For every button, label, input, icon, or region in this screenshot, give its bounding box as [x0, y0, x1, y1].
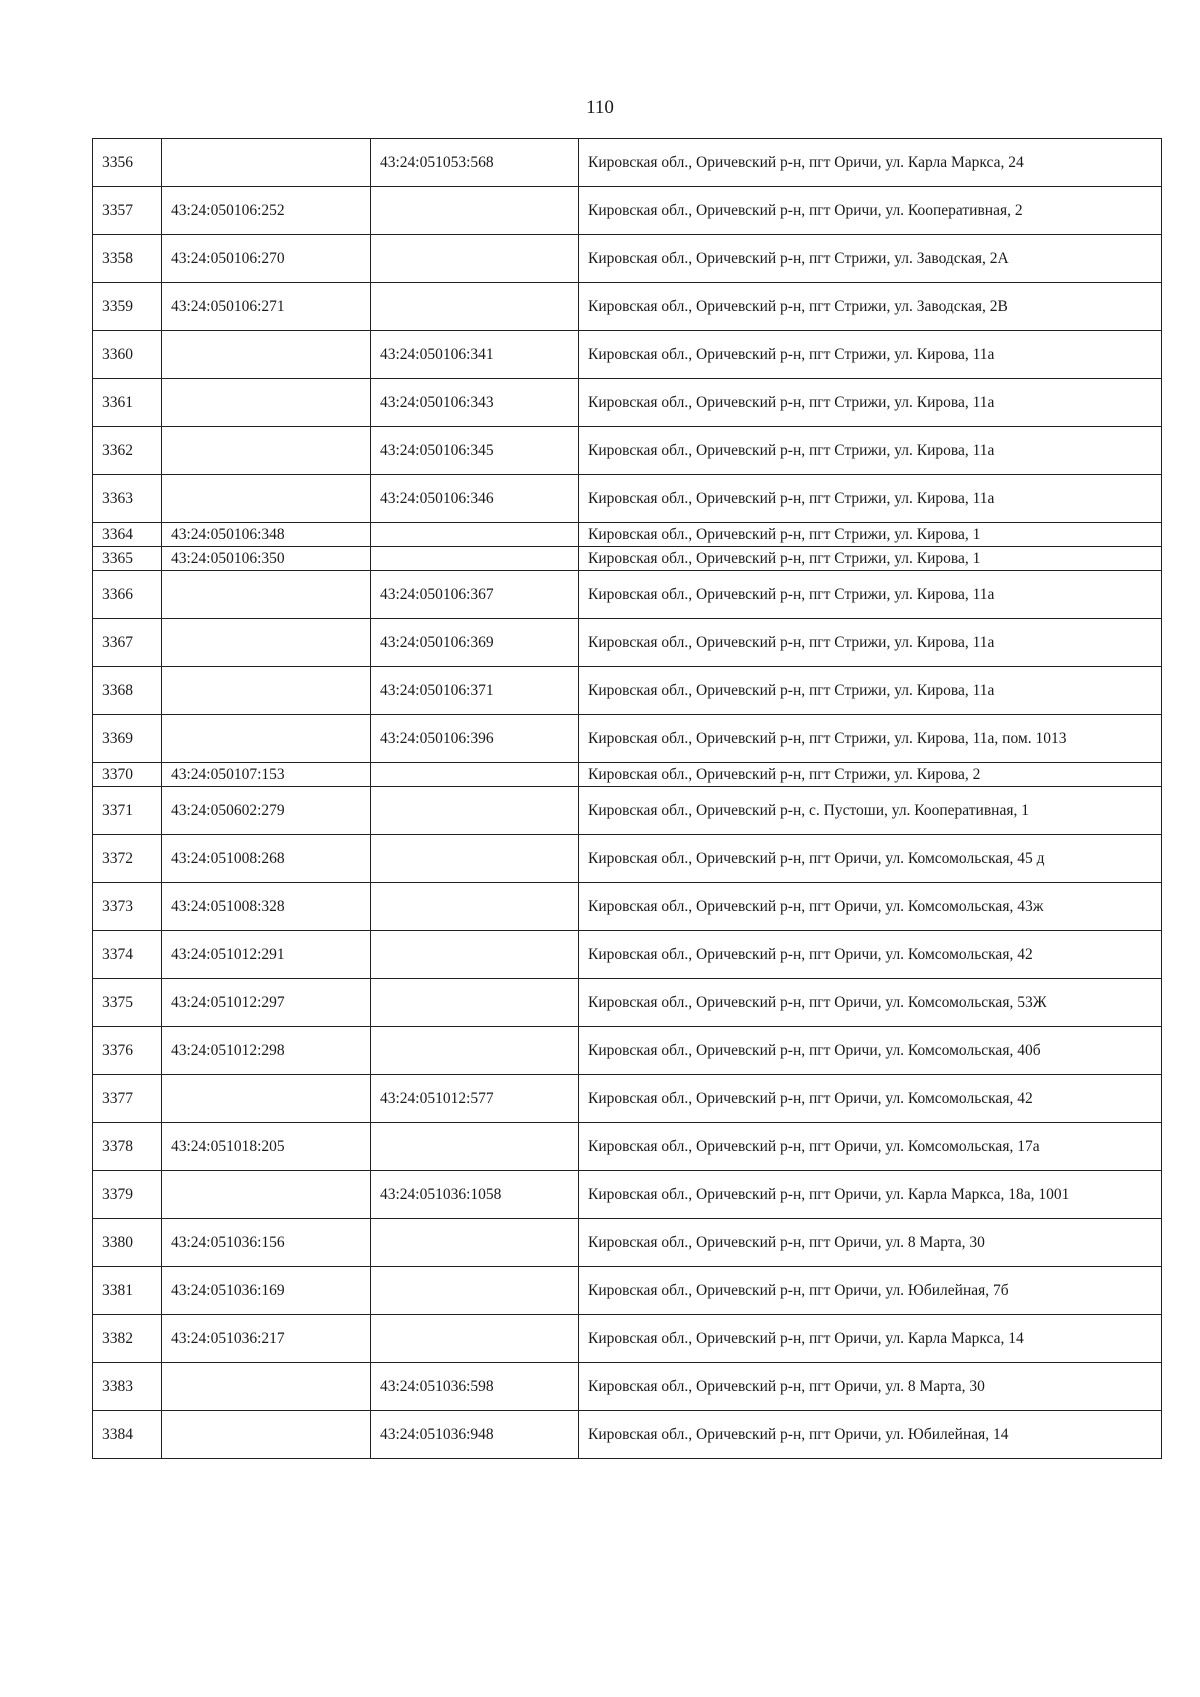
- row-number-cell: 3375: [93, 979, 162, 1027]
- row-number-cell: 3378: [93, 1123, 162, 1171]
- address-cell: Кировская обл., Оричевский р-н, пгт Стрижи, ул. Кирова, 1: [579, 547, 1162, 571]
- building-cadastral-number-cell: [371, 931, 579, 979]
- building-cadastral-number-cell: [371, 883, 579, 931]
- row-number-cell: 3366: [93, 571, 162, 619]
- land-cadastral-number-cell: 43:24:051012:297: [162, 979, 371, 1027]
- row-number-cell: 3382: [93, 1315, 162, 1363]
- land-cadastral-number-cell: [162, 715, 371, 763]
- land-cadastral-number-cell: 43:24:050106:270: [162, 235, 371, 283]
- land-cadastral-number-cell: [162, 1171, 371, 1219]
- land-cadastral-number-cell: 43:24:050106:271: [162, 283, 371, 331]
- table-row: [93, 331, 1162, 379]
- address-cell: Кировская обл., Оричевский р-н, пгт Стрижи, ул. Кирова, 11а: [579, 475, 1162, 523]
- row-number-cell: 3367: [93, 619, 162, 667]
- row-number-cell: 3360: [93, 331, 162, 379]
- table-row: [93, 1171, 1162, 1219]
- land-cadastral-number-cell: [162, 331, 371, 379]
- table-row: [93, 475, 1162, 523]
- building-cadastral-number-cell: [371, 979, 579, 1027]
- building-cadastral-number-cell: [371, 235, 579, 283]
- address-cell: Кировская обл., Оричевский р-н, пгт Оричи, ул. Юбилейная, 14: [579, 1411, 1162, 1459]
- building-cadastral-number-cell: 43:24:050106:367: [371, 571, 579, 619]
- land-cadastral-number-cell: [162, 379, 371, 427]
- table-row: [93, 547, 1162, 571]
- address-cell: Кировская обл., Оричевский р-н, пгт Оричи, ул. Комсомольская, 45 д: [579, 835, 1162, 883]
- address-cell: Кировская обл., Оричевский р-н, пгт Стрижи, ул. Кирова, 11а: [579, 619, 1162, 667]
- row-number-cell: 3381: [93, 1267, 162, 1315]
- row-number-cell: 3362: [93, 427, 162, 475]
- row-number-cell: 3376: [93, 1027, 162, 1075]
- address-cell: Кировская обл., Оричевский р-н, пгт Оричи, ул. 8 Марта, 30: [579, 1363, 1162, 1411]
- land-cadastral-number-cell: 43:24:050106:350: [162, 547, 371, 571]
- table-row: [93, 1075, 1162, 1123]
- address-cell: Кировская обл., Оричевский р-н, пгт Стрижи, ул. Кирова, 11а, пом. 1013: [579, 715, 1162, 763]
- land-cadastral-number-cell: 43:24:051012:291: [162, 931, 371, 979]
- land-cadastral-number-cell: 43:24:050602:279: [162, 787, 371, 835]
- row-number-cell: 3357: [93, 187, 162, 235]
- address-cell: Кировская обл., Оричевский р-н, пгт Стрижи, ул. Заводская, 2В: [579, 283, 1162, 331]
- table-row: [93, 1219, 1162, 1267]
- table-row: [93, 1123, 1162, 1171]
- table-row: [93, 1411, 1162, 1459]
- row-number-cell: 3383: [93, 1363, 162, 1411]
- building-cadastral-number-cell: [371, 523, 579, 547]
- row-number-cell: 3364: [93, 523, 162, 547]
- building-cadastral-number-cell: 43:24:051036:1058: [371, 1171, 579, 1219]
- building-cadastral-number-cell: [371, 1027, 579, 1075]
- table-row: [93, 763, 1162, 787]
- address-cell: Кировская обл., Оричевский р-н, пгт Оричи, ул. Комсомольская, 43ж: [579, 883, 1162, 931]
- land-cadastral-number-cell: 43:24:051036:156: [162, 1219, 371, 1267]
- registry-table-body: [93, 139, 1162, 1459]
- address-cell: Кировская обл., Оричевский р-н, пгт Оричи, ул. Комсомольская, 17а: [579, 1123, 1162, 1171]
- land-cadastral-number-cell: 43:24:050106:348: [162, 523, 371, 547]
- table-row: [93, 667, 1162, 715]
- land-cadastral-number-cell: [162, 619, 371, 667]
- building-cadastral-number-cell: 43:24:050106:371: [371, 667, 579, 715]
- building-cadastral-number-cell: [371, 787, 579, 835]
- land-cadastral-number-cell: [162, 427, 371, 475]
- building-cadastral-number-cell: [371, 1123, 579, 1171]
- row-number-cell: 3372: [93, 835, 162, 883]
- table-row: [93, 1267, 1162, 1315]
- table-row: [93, 427, 1162, 475]
- table-row: [93, 139, 1162, 187]
- building-cadastral-number-cell: 43:24:050106:345: [371, 427, 579, 475]
- land-cadastral-number-cell: 43:24:051012:298: [162, 1027, 371, 1075]
- address-cell: Кировская обл., Оричевский р-н, пгт Оричи, ул. Комсомольская, 53Ж: [579, 979, 1162, 1027]
- address-cell: Кировская обл., Оричевский р-н, пгт Стрижи, ул. Кирова, 1: [579, 523, 1162, 547]
- address-cell: Кировская обл., Оричевский р-н, пгт Оричи, ул. Кооперативная, 2: [579, 187, 1162, 235]
- table-row: [93, 187, 1162, 235]
- land-cadastral-number-cell: 43:24:050106:252: [162, 187, 371, 235]
- land-cadastral-number-cell: [162, 1411, 371, 1459]
- registry-table: [92, 138, 1162, 1459]
- building-cadastral-number-cell: [371, 187, 579, 235]
- row-number-cell: 3377: [93, 1075, 162, 1123]
- land-cadastral-number-cell: 43:24:051036:169: [162, 1267, 371, 1315]
- building-cadastral-number-cell: [371, 1267, 579, 1315]
- row-number-cell: 3359: [93, 283, 162, 331]
- table-row: [93, 931, 1162, 979]
- table-row: [93, 1315, 1162, 1363]
- row-number-cell: 3369: [93, 715, 162, 763]
- building-cadastral-number-cell: [371, 1219, 579, 1267]
- address-cell: Кировская обл., Оричевский р-н, пгт Стрижи, ул. Заводская, 2А: [579, 235, 1162, 283]
- table-row: [93, 883, 1162, 931]
- table-row: [93, 523, 1162, 547]
- building-cadastral-number-cell: [371, 1315, 579, 1363]
- page-number: 110: [586, 97, 614, 118]
- building-cadastral-number-cell: [371, 283, 579, 331]
- land-cadastral-number-cell: [162, 1075, 371, 1123]
- table-row: [93, 1363, 1162, 1411]
- building-cadastral-number-cell: 43:24:050106:343: [371, 379, 579, 427]
- land-cadastral-number-cell: 43:24:050107:153: [162, 763, 371, 787]
- table-row: [93, 1027, 1162, 1075]
- building-cadastral-number-cell: 43:24:050106:346: [371, 475, 579, 523]
- table-row: [93, 979, 1162, 1027]
- land-cadastral-number-cell: [162, 667, 371, 715]
- building-cadastral-number-cell: 43:24:050106:341: [371, 331, 579, 379]
- row-number-cell: 3370: [93, 763, 162, 787]
- address-cell: Кировская обл., Оричевский р-н, пгт Оричи, ул. Комсомольская, 42: [579, 1075, 1162, 1123]
- row-number-cell: 3365: [93, 547, 162, 571]
- building-cadastral-number-cell: 43:24:051012:577: [371, 1075, 579, 1123]
- building-cadastral-number-cell: [371, 835, 579, 883]
- address-cell: Кировская обл., Оричевский р-н, с. Пустоши, ул. Кооперативная, 1: [579, 787, 1162, 835]
- address-cell: Кировская обл., Оричевский р-н, пгт Оричи, ул. Комсомольская, 40б: [579, 1027, 1162, 1075]
- row-number-cell: 3371: [93, 787, 162, 835]
- address-cell: Кировская обл., Оричевский р-н, пгт Оричи, ул. Комсомольская, 42: [579, 931, 1162, 979]
- building-cadastral-number-cell: 43:24:050106:396: [371, 715, 579, 763]
- building-cadastral-number-cell: 43:24:051036:598: [371, 1363, 579, 1411]
- table-row: [93, 379, 1162, 427]
- row-number-cell: 3374: [93, 931, 162, 979]
- land-cadastral-number-cell: [162, 139, 371, 187]
- row-number-cell: 3368: [93, 667, 162, 715]
- address-cell: Кировская обл., Оричевский р-н, пгт Стрижи, ул. Кирова, 2: [579, 763, 1162, 787]
- table-row: [93, 571, 1162, 619]
- address-cell: Кировская обл., Оричевский р-н, пгт Стрижи, ул. Кирова, 11а: [579, 667, 1162, 715]
- land-cadastral-number-cell: 43:24:051008:268: [162, 835, 371, 883]
- table-row: [93, 787, 1162, 835]
- address-cell: Кировская обл., Оричевский р-н, пгт Оричи, ул. Юбилейная, 7б: [579, 1267, 1162, 1315]
- row-number-cell: 3358: [93, 235, 162, 283]
- land-cadastral-number-cell: [162, 1363, 371, 1411]
- table-row: [93, 835, 1162, 883]
- address-cell: Кировская обл., Оричевский р-н, пгт Стрижи, ул. Кирова, 11а: [579, 379, 1162, 427]
- address-cell: Кировская обл., Оричевский р-н, пгт Стрижи, ул. Кирова, 11а: [579, 427, 1162, 475]
- building-cadastral-number-cell: 43:24:051036:948: [371, 1411, 579, 1459]
- land-cadastral-number-cell: [162, 571, 371, 619]
- address-cell: Кировская обл., Оричевский р-н, пгт Оричи, ул. Карла Маркса, 24: [579, 139, 1162, 187]
- building-cadastral-number-cell: [371, 547, 579, 571]
- address-cell: Кировская обл., Оричевский р-н, пгт Стрижи, ул. Кирова, 11а: [579, 331, 1162, 379]
- building-cadastral-number-cell: 43:24:050106:369: [371, 619, 579, 667]
- building-cadastral-number-cell: 43:24:051053:568: [371, 139, 579, 187]
- row-number-cell: 3363: [93, 475, 162, 523]
- table-row: [93, 619, 1162, 667]
- table-row: [93, 715, 1162, 763]
- building-cadastral-number-cell: [371, 763, 579, 787]
- address-cell: Кировская обл., Оричевский р-н, пгт Оричи, ул. Карла Маркса, 14: [579, 1315, 1162, 1363]
- row-number-cell: 3361: [93, 379, 162, 427]
- row-number-cell: 3379: [93, 1171, 162, 1219]
- land-cadastral-number-cell: [162, 475, 371, 523]
- land-cadastral-number-cell: 43:24:051018:205: [162, 1123, 371, 1171]
- address-cell: Кировская обл., Оричевский р-н, пгт Оричи, ул. 8 Марта, 30: [579, 1219, 1162, 1267]
- land-cadastral-number-cell: 43:24:051008:328: [162, 883, 371, 931]
- row-number-cell: 3356: [93, 139, 162, 187]
- table-row: [93, 235, 1162, 283]
- land-cadastral-number-cell: 43:24:051036:217: [162, 1315, 371, 1363]
- address-cell: Кировская обл., Оричевский р-н, пгт Стрижи, ул. Кирова, 11а: [579, 571, 1162, 619]
- address-cell: Кировская обл., Оричевский р-н, пгт Оричи, ул. Карла Маркса, 18а, 1001: [579, 1171, 1162, 1219]
- row-number-cell: 3380: [93, 1219, 162, 1267]
- table-row: [93, 283, 1162, 331]
- row-number-cell: 3384: [93, 1411, 162, 1459]
- row-number-cell: 3373: [93, 883, 162, 931]
